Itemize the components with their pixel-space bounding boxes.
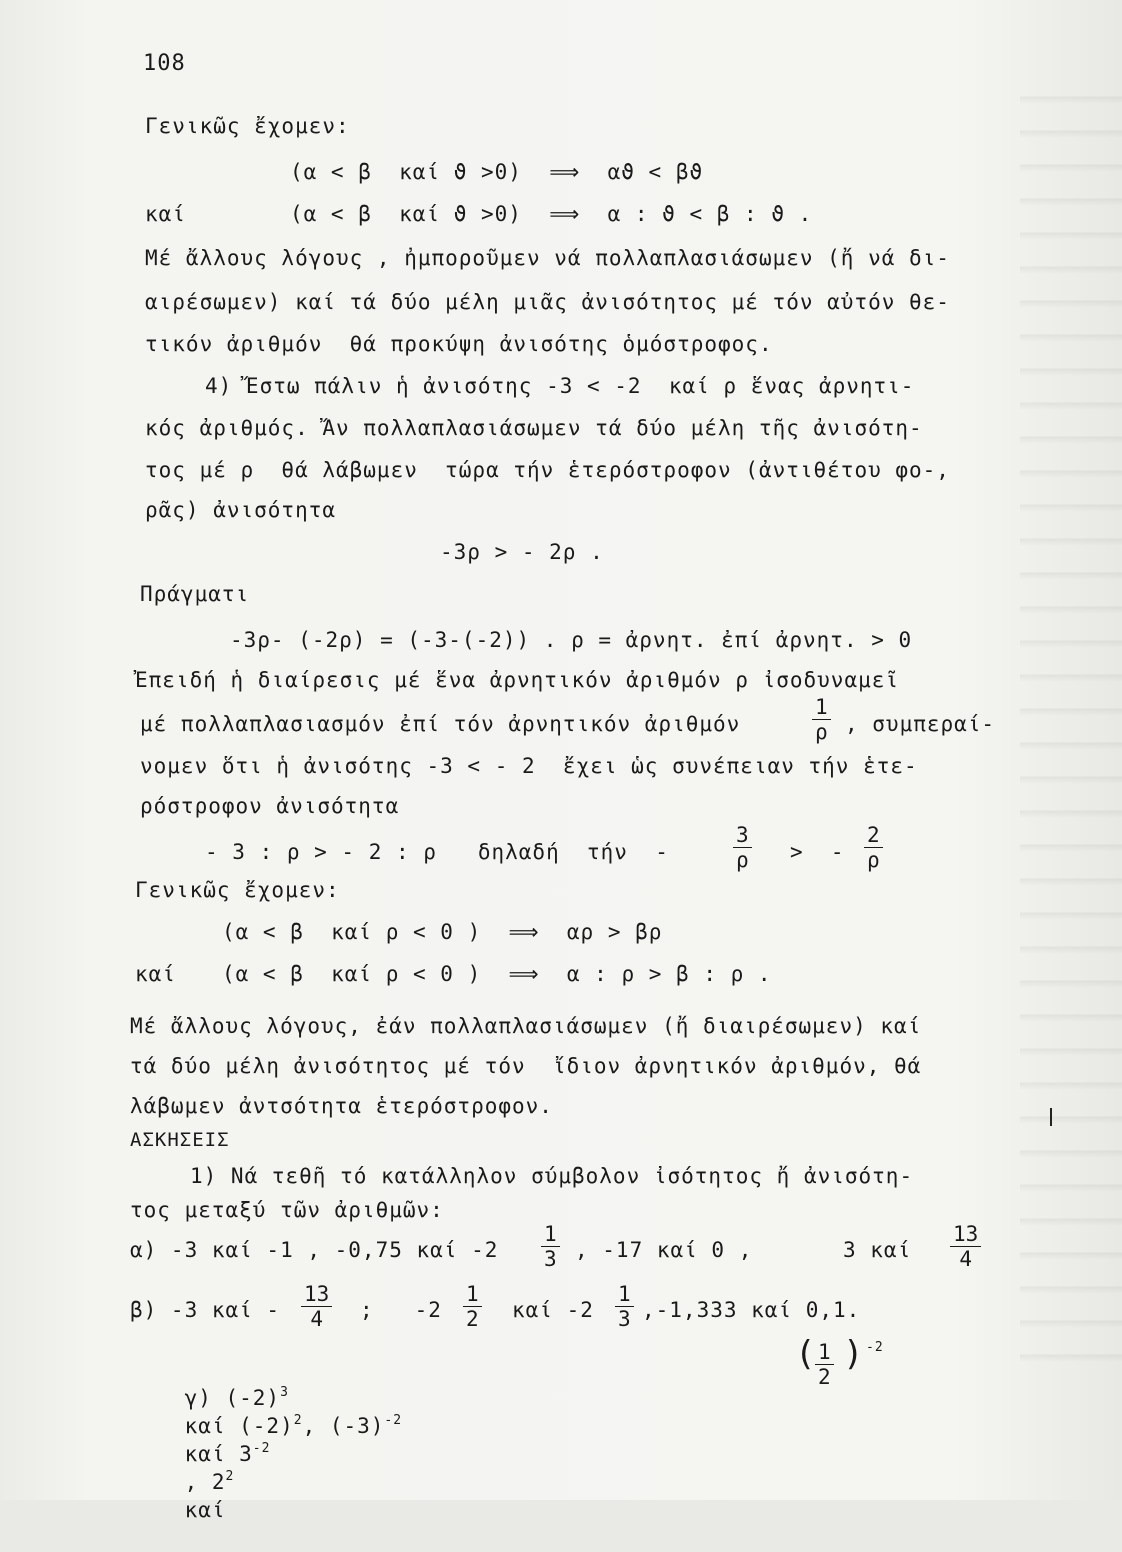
text-line: Γενικῶς ἔχομεν: [135,878,340,902]
math-symbol: > - [790,840,845,864]
math-line: -3ρ > - 2ρ . [440,540,604,564]
text-line: αιρέσωμεν) καί τά δύο μέλη μιᾶς ἀνισότητος μέ τόν αὐτόν θε- [145,290,950,314]
fraction-one-third: $\frac{1}{3}$ [615,1282,634,1331]
text-line: Μέ ἄλλους λόγους, ἐάν πολλαπλασιάσωμεν (ἤ διαιρέσωμεν) καί [130,1014,922,1038]
text-line: μέ πολλαπλασιασμόν ἐπί τόν ἀρνητικόν ἀριθμόν [140,712,741,736]
right-paren: ) [843,1334,865,1374]
fraction-thirteen-fourths: $\frac{13}{4}$ [950,1222,981,1271]
margin-mark [1050,1108,1052,1126]
text-line: τά δύο μέλη ἀνισότητος μέ τόν ἴδιον ἀρνητικόν ἀριθμόν, θά [130,1054,922,1078]
exercise-term: γ) (-2) [184,1386,281,1410]
exercise-term: καί 3 [184,1442,253,1466]
page-number: 108 [143,51,186,76]
math-line: - 3 : ρ > - 2 : ρ δηλαδή τήν - [205,840,669,864]
exponent: -2 [384,1413,403,1428]
section-heading: ΑΣΚΗΣΕΙΣ [130,1129,230,1151]
text-line: κός ἀριθμός. Ἄν πολλαπλασιάσωμεν τά δύο μέλη τῆς ἀνισότη- [145,416,923,440]
text-line: νομεν ὅτι ἡ ἀνισότης -3 < - 2 ἔχει ὡς συνέπειαν τήν ἑτε- [140,754,918,778]
exercise-line: 1) Νά τεθῆ τό κατάλληλον σύμβολον ἰσότητος ἤ ἀνισότη- [190,1164,914,1188]
text-line: Γενικῶς ἔχομεν: [145,114,350,138]
fraction-one-half: $\frac{1}{2}$ [815,1340,834,1389]
math-line: (α < β καί ρ < 0 ) ⟹ αρ > βρ [222,920,663,944]
fraction-one-half: $\frac{1}{2}$ [463,1282,482,1331]
exercise-line: ,-1,333 καί 0,1. [642,1298,861,1322]
left-paren: ( [795,1334,817,1374]
text-line: , συμπεραί- [845,712,996,736]
exercise-term: καί (-2) [184,1414,294,1438]
math-line: (α < β καί ρ < 0 ) ⟹ α : ρ > β : ρ . [222,962,772,986]
exponent: 2 [225,1469,235,1484]
exponent: -2 [252,1441,271,1456]
math-line: (α < β καί ϑ >0) ⟹ αϑ < βϑ [290,160,704,184]
exponent: 3 [280,1385,289,1400]
exercise-term: , (-3) [302,1414,385,1438]
exercise-line: α) -3 καί -1 , -0,75 καί -2 [130,1238,499,1262]
text-line: καί [145,202,186,226]
exercise-term: , 2 [184,1470,226,1494]
fraction-one-over-rho: $\frac{1}{\rho}$ [812,695,831,744]
math-line: (α < β καί ϑ >0) ⟹ α : ϑ < β : ϑ . [290,202,813,226]
exponent: -2 [866,1340,884,1355]
exercise-line: , -17 καί 0 , [575,1238,753,1262]
exercise-line: 3 καί [843,1238,912,1262]
fraction-two-over-rho: $\frac{2}{\rho}$ [864,823,883,872]
exercise-line [130,1356,402,1552]
exercise-line: τος μεταξύ τῶν ἀριθμῶν: [130,1198,444,1222]
text-line: λάβωμεν ἀντσότητα ἑτερόστροφον. [130,1094,553,1118]
exercise-term: καί [184,1498,226,1522]
exercise-line: β) -3 καί - [130,1298,281,1322]
text-line: Ἐπειδή ἡ διαίρεσις μέ ἕνα ἀρνητικόν ἀριθμόν ρ ἰσοδυναμεῖ [135,668,900,692]
fraction-thirteen-fourths: $\frac{13}{4}$ [301,1282,332,1331]
math-line: -3ρ- (-2ρ) = (-3-(-2)) . ρ = ἀρνητ. ἐπί ἀρνητ. > 0 [230,628,913,652]
text-line: 4) Ἔστω πάλιν ἡ ἀνισότης -3 < -2 καί ρ ἕνας ἀρνητι- [205,374,915,398]
text-line: ρόστροφον ἀνισότητα [140,794,400,818]
exercise-line: ; -2 [360,1298,442,1322]
exercise-line: καί -2 [512,1298,594,1322]
fraction-three-over-rho: $\frac{3}{\rho}$ [733,823,752,872]
text-line: Μέ ἄλλους λόγους , ἠμποροῦμεν νά πολλαπλασιάσωμεν (ἤ νά δι- [145,246,950,270]
text-line: τικόν ἀριθμόν θά προκύψη ἀνισότης ὁμόστροφος. [145,332,773,356]
text-line: τος μέ ρ θά λάβωμεν τώρα τήν ἑτερόστροφον (ἀντιθέτου φο-, [145,458,950,482]
exponent: 2 [293,1413,303,1428]
text-line: καί [135,962,176,986]
text-line: ρᾶς) ἀνισότητα [145,498,337,522]
text-line: Πράγματι [140,582,250,606]
fraction-one-third: $\frac{1}{3}$ [541,1222,560,1271]
bleed-through-shadow [1020,70,1122,1370]
